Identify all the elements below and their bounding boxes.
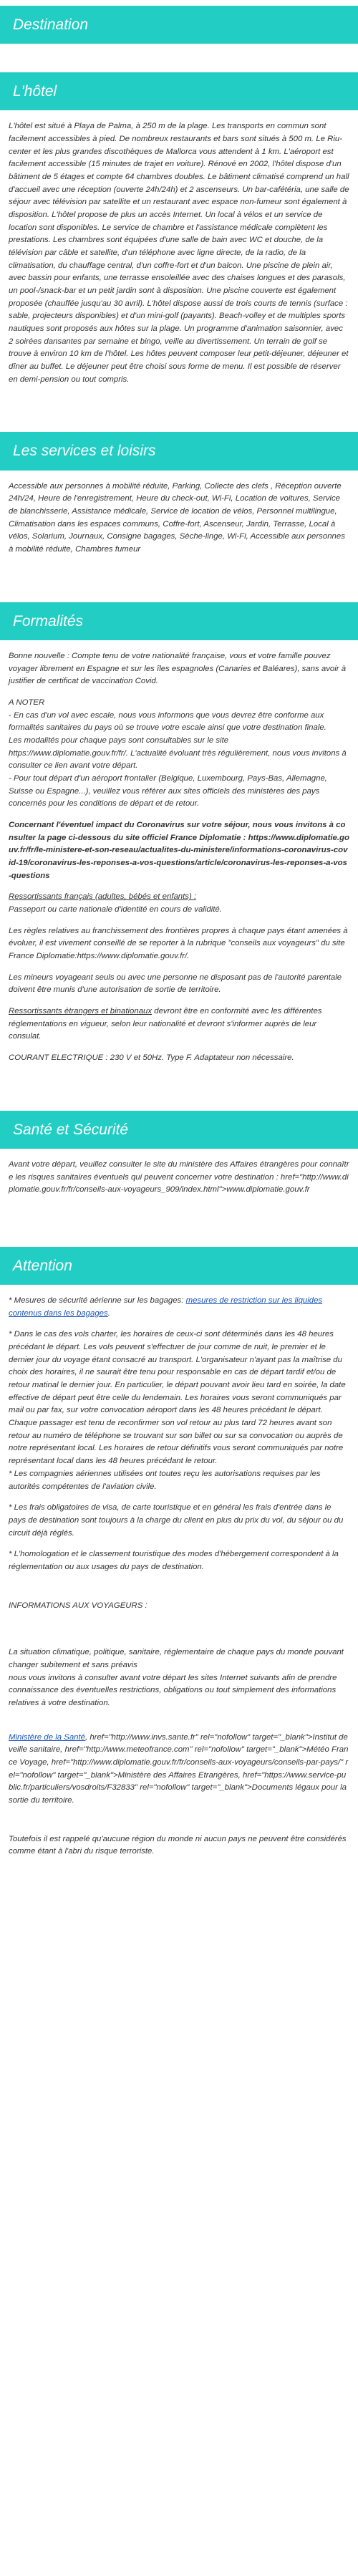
luggage-suffix: . (107, 1308, 110, 1318)
formalites-french-nationals (9, 891, 349, 916)
formalites-borders: Les règles relatives au franchissement des frontières propres à chaque pays étant amenées à évoluer, il est vivement conseillé de se reporter à la rubrique "conseils aux voyageurs" du site France Diplomatie:https://www.diplomatie.gouv.fr/. (9, 926, 348, 960)
hotel-text: L'hôtel est situé à Playa de Palma, à 250 m de la plage. Les transports en commun sont facilement accessibles à pied. De nombreux restaurants et bars sont situés à 500 m. Le Riu-center et les plus grandes discothèques de Mallorca vous attendent à 1 km. L'aéroport est facilement accessible (15 minutes de trajet en voiture). Rénové en 2002, l'hôtel dispose d'un bâtiment de 5 étages et compte 64 chambres doubles. Le bâtiment climatisé comprend un hall d'accueil avec une réception (ouverte 24h/24h) et 2 ascenseurs. Un bar-cafétéria, une salle de séjour avec télévision par satellite et un restaurant avec espace non-fumeur sont également à disposition. L'hôtel propose de plus un accès Internet. Un local à vélos et un service de location sont disponibles. Le service de chambre et l'assistance médicale complètent les prestations. Les chambres sont équipées d'une salle de bain avec WC et douche, de la télévision par câble et satellite, d'un téléphone avec ligne directe, de la radio, de la climatisation, du chauffage central, d'un coffre-fort et d'un balcon. Une piscine de plein air, avec bassin pour enfants, une terrasse ensoleillée avec des chaises longues et des parasols, un pool-/snack-bar et un petit jardin sont à disposition. Une piscine couverte est également proposée (chauffée jusqu'au 30 avril). L'hôtel dispose aussi de trois courts de tennis (surface : sable, projecteurs disponibles) et d'un mini-golf (payants). Beach-volley et de multiples sports nautiques sont proposés aux hôtes sur la plage. Un programme d'animation saisonnier, avec 2 soirées dansantes par semaine et bingo, veille au divertissement. Un terrain de golf se trouve à environ 10 km de l'hôtel. Les hôtes peuvent composer leur petit-déjeuner, déjeuner et dîner au buffet. Le déjeuner peut être choisi sous forme de menu. Il est possible de réserver en demi-pension ou tout compris. (9, 122, 349, 384)
section-title-destination: Destination (0, 6, 358, 44)
formalites-note: A NOTER - En cas d'un vol avec escale, nous vous informons que vous devrez être conforme aux formalités sanitaires du pays où se trouve votre escale ainsi que votre destination finale. Les modalités pour chaque pays sont consultables sur le site https://www.diplomatie.gouv.fr/fr/. L'actualité évoluant très régulièrement, nous vous invitons à consulter ce lien avant votre départ. - Pour tout départ d'un aéroport frontalier (Belgique, Luxembourg, Pays-Bas, Allemagne, Suisse ou Espagne...), veuillez vous référer aux sites officiels des ministères des pays concernés pour les conditions de départ et de retour. (9, 698, 347, 809)
french-nationals-text: Passeport ou carte nationale d'identité en cours de validité. (9, 905, 222, 914)
formalites-coronavirus: Concernant l'éventuel impact du Coronavirus sur votre séjour, nous vous invitons à consulter la page ci-dessous du site officiel France Diplomatie : https://www.diplomatie.gouv.fr/fr/le-ministere-et-son-reseau/actualites-du-ministere/informations-coronavirus-covid-19/coronavirus-les-reponses-a-vos-questions/article/coronavirus-les-reponses-a-vos-questions (9, 820, 349, 880)
section-title-formalites: Formalités (0, 602, 358, 640)
section-title-attention: Attention (0, 1247, 358, 1285)
attention-terrorism: Toutefois il est rappelé qu'aucune région du monde ni aucun pays ne peuvent être considérés comme étant à l'abri du risque terroriste. (9, 1834, 347, 1856)
formalites-content (0, 640, 358, 1086)
luggage-prefix: * Mesures de sécurité aérienne sur les bagages: (9, 1296, 186, 1306)
attention-classification: * L'homologation et le classement touristique des modes d'hébergement correspondent à la réglementation ou aux usages du pays de destination. (9, 1550, 339, 1571)
services-list (0, 471, 358, 578)
attention-content (0, 1285, 358, 1880)
formalites-foreign-nationals (9, 1005, 349, 1043)
attention-info-title: INFORMATIONS AUX VOYAGEURS : (9, 1601, 147, 1610)
attention-links-text: , href="http://www.invs.sante.fr" rel="nofollow" target="_blank">Institut de veille sanitaire, href="http://www.meteofrance.com" rel="nofollow" target="_blank">Météo France Voyage, href="http://www.diplomatie.gouv.fr/fr/conseils-aux-voyageurs/conseils-par-pays/" rel="nofollow" target="_blank">Ministère des Affaires Etrangères, href="https://www.service-public.fr/particuliers/vosdroits/F32833" rel="nofollow" target="_blank">Documents légaux pour la sortie du territoire. (9, 1732, 349, 1805)
foreign-nationals-title: Ressortissants étrangers et binationaux (9, 1007, 153, 1016)
attention-visa: * Les frais obligatoires de visa, de carte touristique et en général les frais d'entrée dans le pays de destination sont toujours à la charge du client en plus du prix du vol, du séjour ou du circuit déjà réglés. (9, 1503, 344, 1538)
hotel-description (0, 110, 358, 407)
sante-content (0, 1149, 358, 1218)
ministere-sante-link[interactable]: Ministère de la Santé (9, 1732, 86, 1742)
formalites-electricity: COURANT ELECTRIQUE : 230 V et 50Hz. Type F. Adaptateur non nécessaire. (9, 1053, 294, 1063)
attention-links (9, 1732, 349, 1808)
attention-luggage (9, 1295, 349, 1320)
foreign-nationals-text: devront être en conformité avec les différentes réglementations en vigueur, selon leur nationalité et devront s'informer auprès de leur consulat. (9, 1007, 322, 1041)
services-text: Accessible aux personnes à mobilité réduite, Parking, Collecte des clefs , Réception ouverte 24h/24, Heure de l'enregistrement, Heure du check-out, Wi-Fi, Location de voitures, Service de blanchisserie, Assistance médicale, Service de location de vélos, Personnel multilingue, Climatisation dans les espaces communs, Coffre-fort, Ascenseur, Jardin, Terrasse, Local à vélos, Solarium, Journaux, Consigne bagages, Sèche-linge, Wi-Fi, Accessible aux personnes à mobilité réduite, Chambres fumeur (9, 481, 345, 554)
formalites-intro: Bonne nouvelle : Compte tenu de votre nationalité française, vous et votre famille pouvez voyager librement en Espagne et sur les îles espagnoles (Canaries et Baléares), sans avoir à justifier de certificat de vaccination Covid. (9, 651, 347, 686)
attention-situation: La situation climatique, politique, sanitaire, réglementaire de chaque pays du monde pouvant changer subitement et sans préavis nous vous invitons à consulter avant votre départ les sites Internet suivants afin de prendre connaissance des éventuelles restrictions, obligations ou tout simplement des informations relatives à votre destination. (9, 1648, 344, 1707)
formalites-minors: Les mineurs voyageant seuls ou avec une personne ne disposant pas de l'autorité parentale doivent être munis d'une autorisation de sortie de territoire. (9, 973, 342, 995)
section-title-sante: Santé et Sécurité (0, 1111, 358, 1149)
section-title-hotel: L'hôtel (0, 72, 358, 110)
liquids-restriction-link[interactable]: mesures de restriction sur les liquides contenus dans les bagages (9, 1296, 323, 1318)
section-title-services: Les services et loisirs (0, 432, 358, 470)
sante-text: Avant votre départ, veuillez consulter le site du ministère des Affaires étrangères pour connaître les risques sanitaires éventuels qui peuvent concerner votre destination : href="http://www.diplomatie.gouv.fr/fr/conseils-aux-voyageurs_909/index.html">www.diplomatie.gouv.fr (9, 1159, 349, 1195)
attention-charter: * Dans le cas des vols charter, les horaires de ceux-ci sont déterminés dans les 48 heures précédant le départ. Les vols peuvent s'effectuer de jour comme de nuit, le premier et le dernier jour du voyage étant consacré au transport. L'organisateur n'ayant pas la maîtrise du choix des horaires, il ne saurait être tenu pour responsable en cas de départ tardif et/ou de retour matinal le dernier jour. En particulier, le départ pouvant avoir lieu tard en soirée, la date effective de départ peut être celle du lendemain. Les horaires vous seront communiqués par mail ou par fax, sur votre convocation aéroport dans les 48 heures précédant le départ. Chaque passager est tenu de reconfirmer son vol retour au plus tard 72 heures avant son retour au numéro de téléphone se trouvant sur son billet ou sur sa convocation ou auprès de notre représentant local. Les horaires de retour définitifs vous seront communiqués par notre représentant local dans les 48 heures précédant le retour. * Les compagnies aériennes utilisées ont toutes reçu les autorisations requises par les autorités compétentes de l'aviation civile. (9, 1330, 346, 1491)
french-nationals-title: Ressortissants français (adultes, bébés et enfants) : (9, 892, 197, 902)
